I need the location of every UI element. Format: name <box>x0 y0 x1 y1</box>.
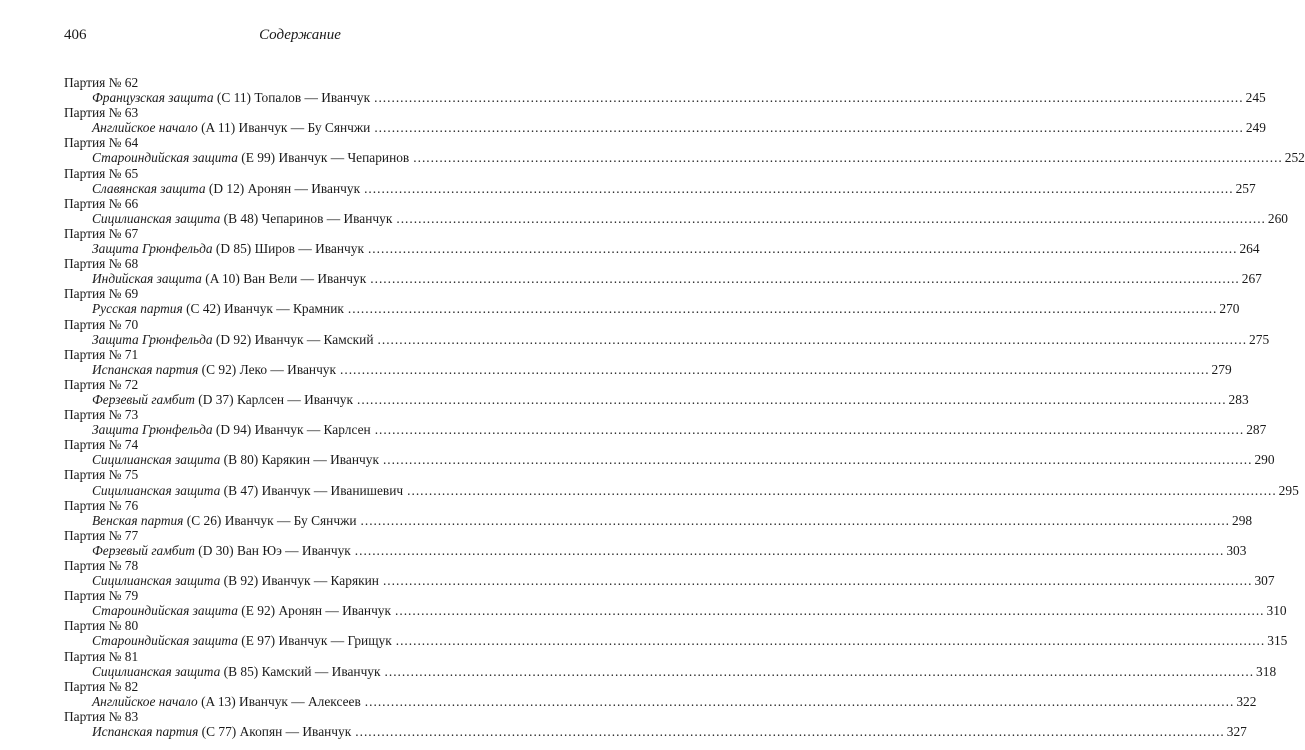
toc-entry-text <box>92 392 353 407</box>
players: Акопян — Иванчук <box>239 724 352 740</box>
toc-entry[interactable] <box>64 573 1275 589</box>
toc-game-heading: Партия № 67 <box>64 225 139 241</box>
toc-entry-text <box>92 150 409 165</box>
dot-leader: ........................................................................................................................................................................................................ <box>364 180 1234 196</box>
eco-code: (C 26) <box>186 512 222 528</box>
page-reference: 290 <box>1254 452 1275 468</box>
eco-code: (D 37) <box>198 391 234 407</box>
toc-entry-text <box>92 724 351 739</box>
page-reference: 315 <box>1267 633 1288 649</box>
players: Аронян — Иванчук <box>247 180 361 196</box>
opening-name: Староиндийская защита <box>92 150 238 166</box>
players: Иванчук — Бу Сянчжи <box>238 120 371 136</box>
toc-game-heading: Партия № 63 <box>64 105 139 121</box>
eco-code: (A 10) <box>205 271 240 287</box>
toc-entry[interactable] <box>64 422 1267 438</box>
opening-name: Ферзевый гамбит <box>92 391 195 407</box>
toc-game-heading: Партия № 66 <box>64 195 139 211</box>
opening-name: Русская партия <box>92 301 183 317</box>
dot-leader: ........................................................................................................................................................................................................ <box>374 422 1245 438</box>
toc-entry-text <box>92 603 391 618</box>
toc-game-heading: Партия № 71 <box>64 346 139 362</box>
opening-name: Староиндийская защита <box>92 633 238 649</box>
toc-entry-text <box>92 694 361 709</box>
toc-entry[interactable] <box>64 120 1266 136</box>
toc-game-heading: Партия № 62 <box>64 75 139 90</box>
eco-code: (B 48) <box>223 210 259 226</box>
toc-game-heading: Партия № 80 <box>64 618 139 634</box>
opening-name: Французская защита <box>92 90 214 106</box>
dot-leader: ........................................................................................................................................................................................................ <box>396 210 1266 226</box>
toc-game-heading: Партия № 74 <box>64 437 139 453</box>
toc-entry-text <box>92 181 360 196</box>
page-reference: 275 <box>1249 331 1270 347</box>
opening-name: Сицилианская защита <box>92 452 221 468</box>
toc-entry[interactable] <box>64 512 1253 528</box>
eco-code: (E 92) <box>241 603 276 619</box>
opening-name: Английское начало <box>92 120 198 136</box>
page-reference: 287 <box>1246 422 1267 438</box>
page-reference: 295 <box>1278 482 1299 498</box>
opening-name: Испанская партия <box>92 724 199 740</box>
dot-leader: ........................................................................................................................................................................................................ <box>382 573 1253 589</box>
eco-code: (C 92) <box>201 361 237 377</box>
players: Топалов — Иванчук <box>254 90 371 106</box>
dot-leader: ........................................................................................................................................................................................................ <box>347 301 1218 317</box>
page-reference: 249 <box>1245 120 1266 136</box>
opening-name: Славянская защита <box>92 180 206 196</box>
eco-code: (D 85) <box>215 241 252 257</box>
page-reference: 270 <box>1219 301 1240 317</box>
eco-code: (B 85) <box>223 663 259 679</box>
players: Ван Юэ — Иванчук <box>236 542 351 558</box>
page-reference: 307 <box>1254 573 1275 589</box>
dot-leader: ........................................................................................................................................................................................................ <box>340 361 1210 377</box>
toc-entry[interactable] <box>64 90 1266 106</box>
eco-code: (D 12) <box>208 180 245 196</box>
toc-entry-text <box>92 90 370 105</box>
dot-leader: ........................................................................................................................................................................................................ <box>395 603 1265 619</box>
toc-entry-text <box>92 422 371 437</box>
toc-entry[interactable] <box>64 693 1257 709</box>
opening-name: Сицилианская защита <box>92 573 221 589</box>
dot-leader: ........................................................................................................................................................................................................ <box>367 241 1238 257</box>
toc-game-heading: Партия № 79 <box>64 588 139 604</box>
opening-name: Венская партия <box>92 512 184 528</box>
page-reference: 322 <box>1236 693 1257 709</box>
dot-leader: ........................................................................................................................................................................................................ <box>357 391 1227 407</box>
toc-game-heading: Партия № 83 <box>64 708 139 724</box>
table-of-contents <box>64 75 1305 740</box>
toc-game-heading: Партия № 76 <box>64 497 139 513</box>
players: Иванчук — Бу Сянчжи <box>224 512 357 528</box>
page-reference: 260 <box>1267 210 1288 226</box>
toc-entry-text <box>92 271 366 286</box>
toc-game-heading: Партия № 77 <box>64 527 139 543</box>
toc-entry-text <box>92 332 374 347</box>
toc-game-heading: Партия № 69 <box>64 286 139 302</box>
toc-entry[interactable] <box>64 724 1247 740</box>
players: Иванчук — Карякин <box>261 573 379 589</box>
players: Широв — Иванчук <box>254 241 364 257</box>
toc-entry-text <box>92 483 403 498</box>
toc-game-heading: Партия № 78 <box>64 558 139 573</box>
players: Леко — Иванчук <box>239 361 337 377</box>
eco-code: (B 80) <box>223 452 259 468</box>
page-reference: 327 <box>1226 724 1247 740</box>
players: Иванчук — Алексеев <box>239 693 361 709</box>
players: Ван Вели — Иванчук <box>243 271 367 287</box>
toc-game-heading: Партия № 64 <box>64 135 139 151</box>
opening-name: Сицилианская защита <box>92 482 221 498</box>
players: Карлсен — Иванчук <box>236 391 354 407</box>
page-number: 406 <box>64 27 87 43</box>
toc-entry[interactable] <box>64 180 1256 196</box>
eco-code: (B 92) <box>223 573 259 589</box>
players: Иванчук — Карлсен <box>254 422 371 438</box>
opening-name: Индийская защита <box>92 271 202 287</box>
toc-entry-text <box>92 543 351 558</box>
toc-game-heading: Партия № 68 <box>64 256 139 272</box>
toc-entry[interactable] <box>64 603 1287 619</box>
dot-leader: ........................................................................................................................................................................................................ <box>360 512 1231 528</box>
eco-code: (D 94) <box>215 422 252 438</box>
toc-game-heading: Партия № 65 <box>64 165 139 181</box>
toc-entry[interactable] <box>64 542 1247 558</box>
page-reference: 298 <box>1232 512 1253 528</box>
toc-entry[interactable] <box>64 663 1277 679</box>
dot-leader: ........................................................................................................................................................................................................ <box>354 542 1225 558</box>
dot-leader: ........................................................................................................................................................................................................ <box>395 633 1266 649</box>
page-reference: 245 <box>1245 90 1266 106</box>
toc-entry[interactable] <box>64 210 1288 226</box>
opening-name: Испанская партия <box>92 361 199 377</box>
opening-name: Сицилианская защита <box>92 210 221 226</box>
dot-leader: ........................................................................................................................................................................................................ <box>384 663 1255 679</box>
page-reference: 310 <box>1266 603 1287 619</box>
page-reference: 252 <box>1284 150 1305 166</box>
toc-entry[interactable] <box>64 482 1299 498</box>
eco-code: (A 13) <box>201 693 236 709</box>
toc-game-heading: Партия № 81 <box>64 648 139 664</box>
toc-entry-text <box>92 513 357 528</box>
page-reference: 283 <box>1228 391 1249 407</box>
dot-leader: ........................................................................................................................................................................................................ <box>374 120 1244 136</box>
opening-name: Защита Грюнфельда <box>92 241 213 257</box>
eco-code: (E 97) <box>241 633 276 649</box>
players: Камский — Иванчук <box>261 663 381 679</box>
page-reference: 318 <box>1256 663 1277 679</box>
toc-entry[interactable] <box>64 633 1288 649</box>
eco-code: (D 30) <box>198 542 234 558</box>
players: Иванчук — Камский <box>254 331 374 347</box>
players: Аронян — Иванчук <box>278 603 391 619</box>
players: Карякин — Иванчук <box>261 452 379 468</box>
dot-leader: ........................................................................................................................................................................................................ <box>374 90 1244 106</box>
opening-name: Ферзевый гамбит <box>92 542 195 558</box>
dot-leader: ........................................................................................................................................................................................................ <box>364 693 1235 709</box>
eco-code: (B 47) <box>223 482 259 498</box>
toc-entry[interactable] <box>64 271 1262 287</box>
eco-code: (C 11) <box>216 90 251 106</box>
page-reference: 303 <box>1226 542 1247 558</box>
players: Иванчук — Чепаринов <box>278 150 410 166</box>
dot-leader: ........................................................................................................................................................................................................ <box>413 150 1283 166</box>
dot-leader: ........................................................................................................................................................................................................ <box>355 724 1225 740</box>
toc-entry-text <box>92 452 379 467</box>
toc-entry-text <box>92 120 370 135</box>
players: Иванчук — Крамник <box>224 301 344 317</box>
toc-entry-text <box>92 301 344 316</box>
eco-code: (E 99) <box>241 150 276 166</box>
players: Иванчук — Грищук <box>278 633 392 649</box>
dot-leader: ........................................................................................................................................................................................................ <box>370 271 1240 287</box>
players: Иванчук — Иванишевич <box>261 482 404 498</box>
dot-leader: ........................................................................................................................................................................................................ <box>377 331 1248 347</box>
toc-game-heading: Партия № 73 <box>64 407 139 423</box>
page-reference: 257 <box>1235 180 1256 196</box>
toc-entry[interactable] <box>64 452 1275 468</box>
opening-name: Сицилианская защита <box>92 663 221 679</box>
toc-entry-text <box>92 633 392 648</box>
toc-entry-text <box>92 573 379 588</box>
opening-name: Защита Грюнфельда <box>92 422 213 438</box>
opening-name: Защита Грюнфельда <box>92 331 213 347</box>
eco-code: (D 92) <box>215 331 252 347</box>
dot-leader: ........................................................................................................................................................................................................ <box>407 482 1277 498</box>
opening-name: Староиндийская защита <box>92 603 238 619</box>
toc-entry-text <box>92 664 381 679</box>
page-reference: 267 <box>1241 271 1262 287</box>
toc-game-heading: Партия № 72 <box>64 376 139 392</box>
toc-entry[interactable] <box>64 361 1232 377</box>
toc-entry[interactable] <box>64 241 1260 257</box>
toc-entry-text <box>92 211 392 226</box>
toc-game-heading: Партия № 70 <box>64 316 139 332</box>
eco-code: (C 77) <box>201 724 237 740</box>
running-title: Содержание <box>259 27 341 43</box>
toc-entry[interactable] <box>64 150 1305 166</box>
eco-code: (A 11) <box>201 120 236 136</box>
toc-entry-text <box>92 362 336 377</box>
dot-leader: ........................................................................................................................................................................................................ <box>382 452 1253 468</box>
eco-code: (C 42) <box>186 301 221 317</box>
page-reference: 279 <box>1211 361 1232 377</box>
toc-entry[interactable] <box>64 301 1240 317</box>
page-reference: 264 <box>1239 241 1260 257</box>
opening-name: Английское начало <box>92 693 198 709</box>
toc-entry[interactable] <box>64 391 1249 407</box>
players: Чепаринов — Иванчук <box>261 210 393 226</box>
toc-game-heading: Партия № 82 <box>64 678 139 694</box>
toc-entry-text <box>92 241 364 256</box>
toc-entry[interactable] <box>64 331 1270 347</box>
toc-game-heading: Партия № 75 <box>64 467 139 483</box>
